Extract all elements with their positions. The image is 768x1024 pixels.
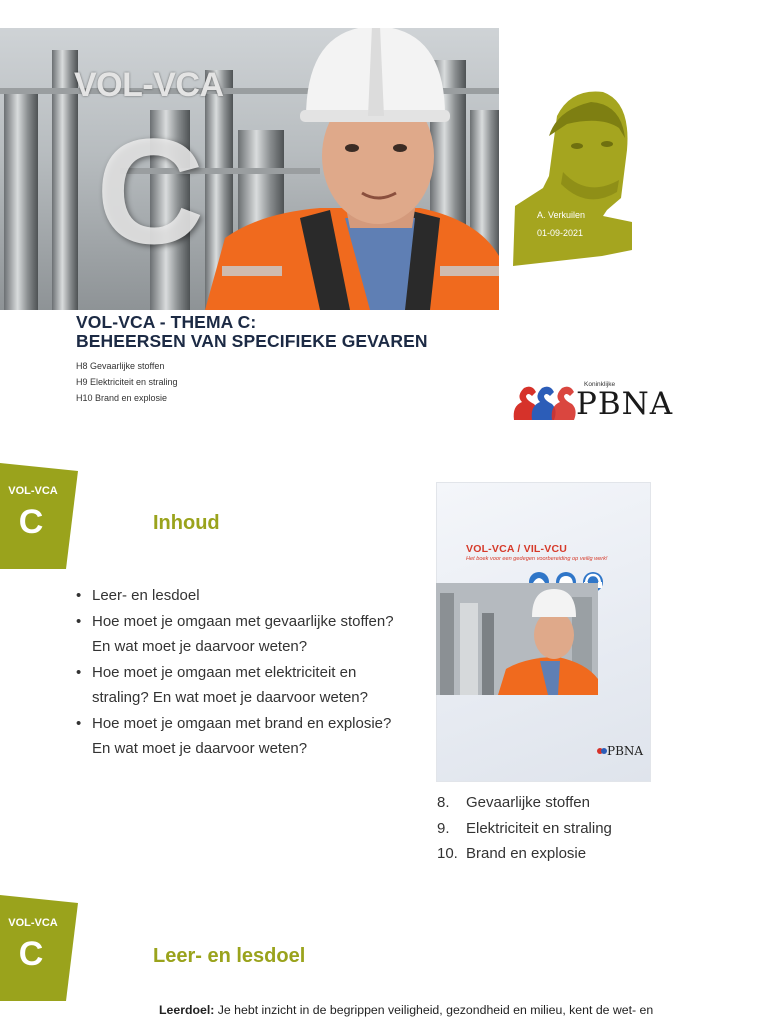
book-logo: PBNA	[607, 744, 644, 758]
learning-goal-label: Leerdoel:	[159, 1003, 215, 1017]
book-subtitle: Het boek voor een gedegen voorbereiding op veilig werk!	[466, 556, 608, 562]
section-heading: Leer- en lesdoel	[153, 945, 306, 967]
book-photo	[436, 583, 598, 695]
list-item: 9. Elektriciteit en straling	[437, 819, 612, 837]
chapter-item: H8 Gevaarlijke stoffen	[76, 361, 165, 371]
bullet-icon: •	[76, 612, 82, 630]
book-logo-icon	[597, 746, 607, 756]
list-item: • Hoe moet je omgaan met elektriciteit en straling? En wat moet je daarvoor weten?	[76, 660, 406, 711]
logo-subtext: Koninklijke	[584, 381, 616, 388]
tab-label: VOL-VCA	[8, 917, 58, 929]
list-item: • Leer- en lesdoel	[76, 583, 406, 609]
hero-letter: C	[96, 107, 205, 275]
section-tab	[0, 895, 78, 1001]
learning-goal	[159, 1003, 653, 1017]
bullet-icon: •	[76, 587, 82, 604]
learning-goal-text: Je hebt inzicht in de begrippen veiligheid, gezondheid en milieu, kent de wet- en	[217, 1003, 654, 1017]
slide-title	[76, 313, 428, 351]
list-item: 8. Gevaarlijke stoffen	[437, 794, 590, 811]
chapter-item: H9 Elektriciteit en straling	[76, 377, 178, 387]
tab-label: VOL-VCA	[8, 485, 58, 497]
book-title: VOL-VCA / VIL-VCU	[466, 543, 568, 555]
section-heading: Inhoud	[153, 512, 220, 534]
chapter-item: H10 Brand en explosie	[76, 393, 168, 403]
list-item: • Hoe moet je omgaan met brand en explosie? En wat moet je daarvoor weten?	[76, 711, 406, 762]
hero-photo	[0, 28, 499, 310]
presenter-avatar	[507, 80, 632, 266]
slide-title-line2: BEHEERSEN VAN SPECIFIEKE GEVAREN	[76, 331, 428, 351]
slide-title-line1: VOL-VCA - THEMA C:	[76, 312, 257, 332]
presenter-date: 01-09-2021	[537, 228, 584, 238]
bullet-icon: •	[76, 663, 82, 681]
hero-title: VOL-VCA	[74, 66, 224, 104]
chapter-list	[437, 790, 612, 867]
list-item: • Hoe moet je omgaan met gevaarlijke stoffen? En wat moet je daarvoor weten?	[76, 609, 406, 660]
bullet-icon: •	[76, 714, 82, 732]
bullet-list	[76, 583, 406, 762]
presenter-name: A. Verkuilen	[537, 210, 586, 220]
tab-letter: C	[18, 935, 44, 973]
tab-letter: C	[18, 503, 44, 541]
logo-wordmark: PBNA	[576, 386, 674, 422]
section-tab	[0, 463, 78, 569]
list-item: 10. Brand en explosie	[437, 845, 587, 862]
